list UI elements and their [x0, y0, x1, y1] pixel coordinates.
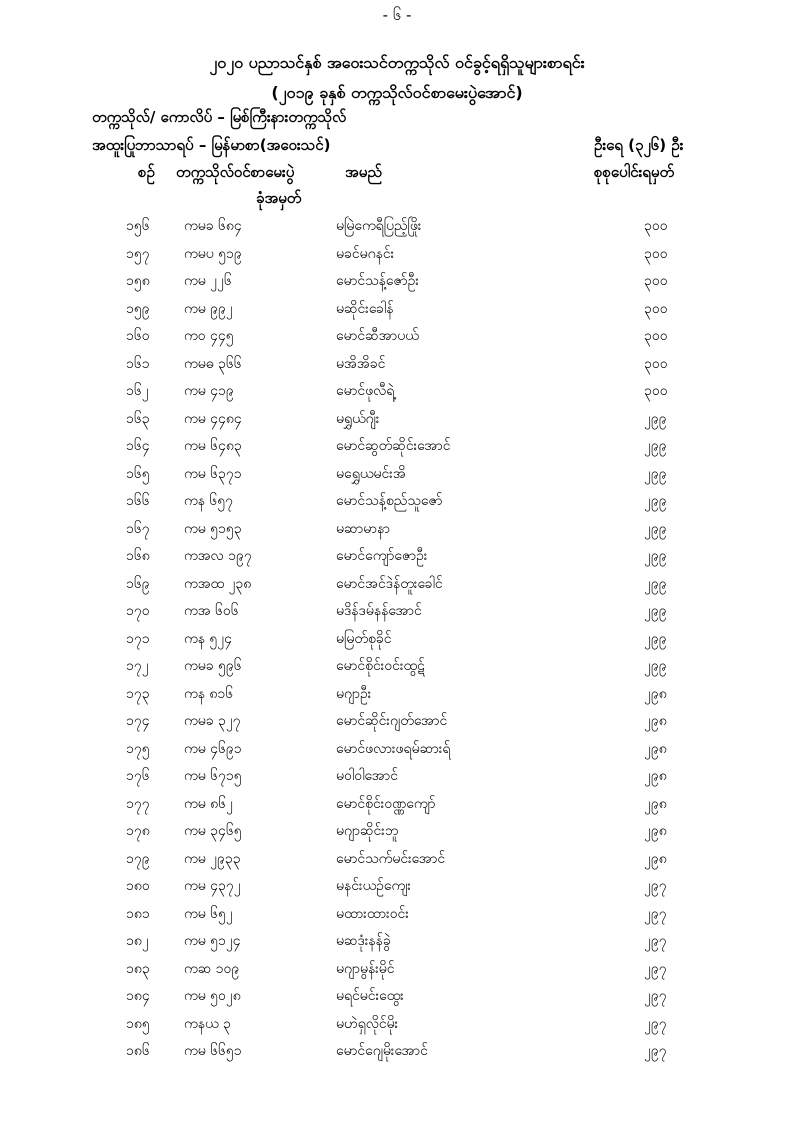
row-roll-number: ကအထ ၂၃၈ [184, 575, 252, 592]
row-number: ၁၆၄ [126, 438, 150, 454]
row-number: ၁၇၁ [126, 630, 150, 647]
row-marks: ၂၉၈ [644, 740, 667, 757]
table-row [0, 515, 794, 543]
row-number: ၁၇၆ [126, 768, 150, 784]
row-name: မရင်မင်းထွေး [336, 988, 404, 1004]
row-marks: ၂၉၉ [644, 603, 667, 619]
table-row [0, 212, 794, 240]
table-row [0, 432, 794, 460]
row-name: မထားထားဝင်း [336, 905, 409, 922]
row-roll-number: ကအ ၆၀၆ [184, 603, 239, 619]
row-number: ၁၆၅ [126, 465, 150, 482]
row-marks: ၂၉၇ [644, 905, 667, 922]
header-name: အမည် [345, 163, 382, 181]
row-number: ၁၅၆ [126, 218, 150, 234]
row-name: မဒိန်ဒမ်နန်အောင် [336, 603, 422, 619]
table-row [0, 405, 794, 433]
row-number: ၁၅၇ [126, 245, 150, 262]
table-row [0, 350, 794, 378]
row-name: မောင်သန့်ဇော်ဦး [336, 273, 419, 289]
row-name: မောင်ဆိုင်းဂျတ်အောင် [336, 713, 448, 729]
row-name: မမြတ်စုခိုင် [336, 630, 392, 647]
row-number: ၁၇၃ [126, 685, 150, 702]
row-marks: ၂၉၉ [644, 520, 667, 537]
table-row [0, 322, 794, 350]
row-name: မောင်အင်ဒဲန်တူးခေါင် [336, 575, 443, 592]
header-roll-line2: ခုံအမှတ် [256, 189, 302, 207]
table-row [0, 377, 794, 405]
row-name: မရွှေယမင်းအိ [336, 465, 406, 482]
row-marks: ၂၉၉ [644, 548, 667, 564]
header-no: စဉ် [138, 163, 155, 181]
row-name: မဆဒုံးနန်ခွဲ [336, 933, 391, 949]
row-roll-number: ကမခ ၆၈၄ [184, 218, 242, 234]
row-roll-number: ကမ ၆၆၅၁ [184, 1043, 242, 1059]
row-number: ၁၅၉ [126, 300, 150, 317]
row-roll-number: ကမ ၅၀၂၈ [184, 988, 241, 1004]
row-roll-number: ကအလ ၁၉၇ [184, 548, 252, 564]
row-name: မောင်သန့်စည်သူဇော် [336, 493, 443, 509]
row-roll-number: ကမ ၄၆၉၁ [184, 740, 242, 757]
row-roll-number: ကမ ၄၃၇၂ [184, 878, 241, 894]
row-marks: ၂၉၉ [644, 465, 667, 482]
row-roll-number: ကမ ၆၇၁၅ [184, 768, 242, 784]
row-number: ၁၆၈ [126, 548, 150, 564]
row-roll-number: ကမ ၆၅၂ [184, 905, 233, 922]
row-name: မရွှယ်ဂျီး [336, 410, 380, 427]
row-number: ၁၈၃ [126, 960, 150, 977]
row-name: မဆာမာနာ [336, 520, 391, 537]
row-number: ၁၆၀ [126, 328, 150, 344]
row-marks: ၃၀၀ [644, 383, 668, 399]
row-name: မအိအိခင် [336, 355, 386, 372]
row-roll-number: ကမဓ ၃၆၆ [184, 355, 242, 372]
row-name: မဝါဝါအောင် [336, 768, 398, 784]
university-line: တက္ကသိုလ်/ ကောလိပ် – မြစ်ကြီးနားတက္ကသိုလ် [92, 108, 347, 126]
row-number: ၁၈၁ [126, 905, 150, 922]
table-row [0, 597, 794, 625]
row-roll-number: ကမ ၃၄၆၅ [184, 823, 242, 839]
row-name: မမြဲကေရီပြည့်ဖြိုး [336, 218, 422, 234]
row-roll-number: ကန ၈၁၆ [184, 685, 234, 702]
row-marks: ၂၉၉ [644, 438, 667, 454]
row-number: ၁၇၅ [126, 740, 150, 757]
row-marks: ၂၉၈ [644, 713, 667, 729]
document-title: ၂၀၂၀ ပညာသင်နှစ် အဝေးသင်တက္ကသိုလ် ဝင်ခွင့်ရရှိသူများစာရင်း [209, 53, 585, 72]
table-row [0, 900, 794, 928]
row-name: မဂျာမွန်းမိုင် [336, 960, 395, 977]
row-number: ၁၇၉ [126, 850, 150, 867]
header-roll-line1: တက္ကသိုလ်ဝင်စာမေးပွဲ [176, 163, 295, 181]
table-row [0, 927, 794, 955]
table-row [0, 955, 794, 983]
row-roll-number: ကမ ၉၉၂ [184, 300, 233, 317]
row-roll-number: ကမ ၂၉၃၃ [184, 850, 241, 867]
header-marks: စုစုပေါင်းရမှတ် [594, 163, 675, 181]
row-marks: ၂၉၈ [644, 850, 667, 867]
row-name: မခင်မဂနင်း [336, 245, 395, 262]
table-row [0, 570, 794, 598]
row-marks: ၂၉၇ [644, 1015, 667, 1032]
row-name: မနင်းယဉ်ကျေး [336, 878, 411, 894]
table-row [0, 625, 794, 653]
row-marks: ၃၀၀ [644, 300, 668, 317]
row-marks: ၂၉၇ [644, 933, 667, 949]
table-row [0, 872, 794, 900]
table-row [0, 1037, 794, 1065]
row-number: ၁၈၅ [126, 1015, 150, 1032]
table-row [0, 460, 794, 488]
total-count: ဦးရေ (၃၂၆) ဦး [594, 136, 684, 154]
row-roll-number: ကမ ၄၄၈၄ [184, 410, 242, 427]
row-roll-number: ကမ ၅၁၅၃ [184, 520, 242, 537]
row-number: ၁၅၈ [126, 273, 150, 289]
row-roll-number: ကဆ ၁၀၉ [184, 960, 240, 977]
row-roll-number: ကမ ၅၁၂၄ [184, 933, 241, 949]
table-row [0, 542, 794, 570]
row-name: မောင်ကျော်ဇောဦး [336, 548, 428, 564]
row-number: ၁၆၉ [126, 575, 150, 592]
row-marks: ၂၉၉ [644, 575, 667, 592]
row-roll-number: ကမ ၆၄၈၃ [184, 438, 242, 454]
row-roll-number: ကမပ ၅၁၉ [184, 245, 242, 262]
row-roll-number: ကဝ ၄၄၅ [184, 328, 234, 344]
row-roll-number: ကမ ၆၃၇၁ [184, 465, 242, 482]
table-row [0, 982, 794, 1010]
row-marks: ၂၉၉ [644, 658, 667, 674]
table-body [0, 212, 794, 1065]
row-marks: ၂၉၇ [644, 1043, 667, 1059]
row-marks: ၂၉၉ [644, 410, 667, 427]
row-marks: ၃၀၀ [644, 355, 668, 372]
table-row [0, 762, 794, 790]
table-row [0, 680, 794, 708]
row-name: မဆိုင်းခေါန် [336, 300, 394, 317]
row-number: ၁၆၁ [126, 355, 150, 372]
table-row [0, 240, 794, 268]
row-name: မောင်ဖုလီရဲ့ [336, 383, 395, 399]
row-marks: ၃၀၀ [644, 273, 668, 289]
row-roll-number: ကန ၅၂၄ [184, 630, 233, 647]
table-row [0, 295, 794, 323]
row-roll-number: ကန ၆၅၇ [184, 493, 234, 509]
row-roll-number: ကမ ၈၆၂ [184, 795, 233, 812]
row-marks: ၃၀၀ [644, 245, 668, 262]
row-marks: ၂၉၉ [644, 493, 667, 509]
row-name: မဂျာဆိုင်းဘူ [336, 823, 399, 839]
table-row [0, 790, 794, 818]
row-name: မောင်ဆီအာပယ် [336, 328, 419, 344]
table-row [0, 487, 794, 515]
row-roll-number: ကမခ ၅၉၆ [184, 658, 242, 674]
row-roll-number: ကမခ ၃၂၇ [184, 713, 241, 729]
row-number: ၁၆၂ [126, 383, 149, 399]
row-name: မဟဲရှလိုင်မိုး [336, 1015, 399, 1032]
page-number: - ၆ - [382, 6, 412, 24]
row-number: ၁၇၈ [126, 823, 150, 839]
row-number: ၁၈၂ [126, 933, 149, 949]
row-number: ၁၈၀ [126, 878, 150, 894]
row-marks: ၂၉၈ [644, 768, 667, 784]
table-row [0, 652, 794, 680]
row-marks: ၂၉၇ [644, 960, 667, 977]
row-marks: ၂၉၇ [644, 988, 667, 1004]
major-line: အထူးပြုဘာသာရပ် – မြန်မာစာ(အဝေးသင်) [92, 136, 331, 154]
row-number: ၁၈၆ [126, 1043, 150, 1059]
table-row [0, 817, 794, 845]
row-marks: ၂၉၇ [644, 878, 667, 894]
row-roll-number: ကမ ၄၁၉ [184, 383, 234, 399]
table-row [0, 735, 794, 763]
row-number: ၁၇၇ [126, 795, 150, 812]
row-number: ၁၆၇ [126, 520, 150, 537]
row-number: ၁၇၄ [126, 713, 150, 729]
row-number: ၁၆၆ [126, 493, 150, 509]
row-name: မဂျာဦး [336, 685, 372, 702]
document-subtitle: (၂၀၁၉ ခုနှစ် တက္ကသိုလ်ဝင်စာမေးပွဲအောင်) [271, 83, 523, 102]
row-number: ၁၆၃ [126, 410, 150, 427]
row-marks: ၃၀၀ [644, 328, 668, 344]
row-name: မောင်စိုင်းဝဏ္ဏကျော် [336, 795, 436, 812]
row-marks: ၂၉၈ [644, 795, 667, 812]
row-name: မောင်စိုင်းဝင်းထွဋ် [336, 658, 425, 674]
row-name: မောင်ဆွတ်ဆိုင်းအောင် [336, 438, 451, 454]
row-number: ၁၇၂ [126, 658, 149, 674]
row-name: မောင်ဂျေမိုးအောင် [336, 1043, 428, 1059]
row-name: မောင်ဖလားဖရမ်ဆားရ် [336, 740, 451, 757]
table-row [0, 845, 794, 873]
row-number: ၁၇၀ [126, 603, 150, 619]
row-marks: ၂၉၈ [644, 685, 667, 702]
row-number: ၁၈၄ [126, 988, 150, 1004]
row-marks: ၂၉၉ [644, 630, 667, 647]
row-roll-number: ကနယ ၃ [184, 1015, 231, 1032]
table-row [0, 707, 794, 735]
table-row [0, 267, 794, 295]
row-marks: ၃၀၀ [644, 218, 668, 234]
table-row [0, 1010, 794, 1038]
row-marks: ၂၉၈ [644, 823, 667, 839]
row-name: မောင်သက်မင်းအောင် [336, 850, 446, 867]
row-roll-number: ကမ ၂၂၆ [184, 273, 232, 289]
